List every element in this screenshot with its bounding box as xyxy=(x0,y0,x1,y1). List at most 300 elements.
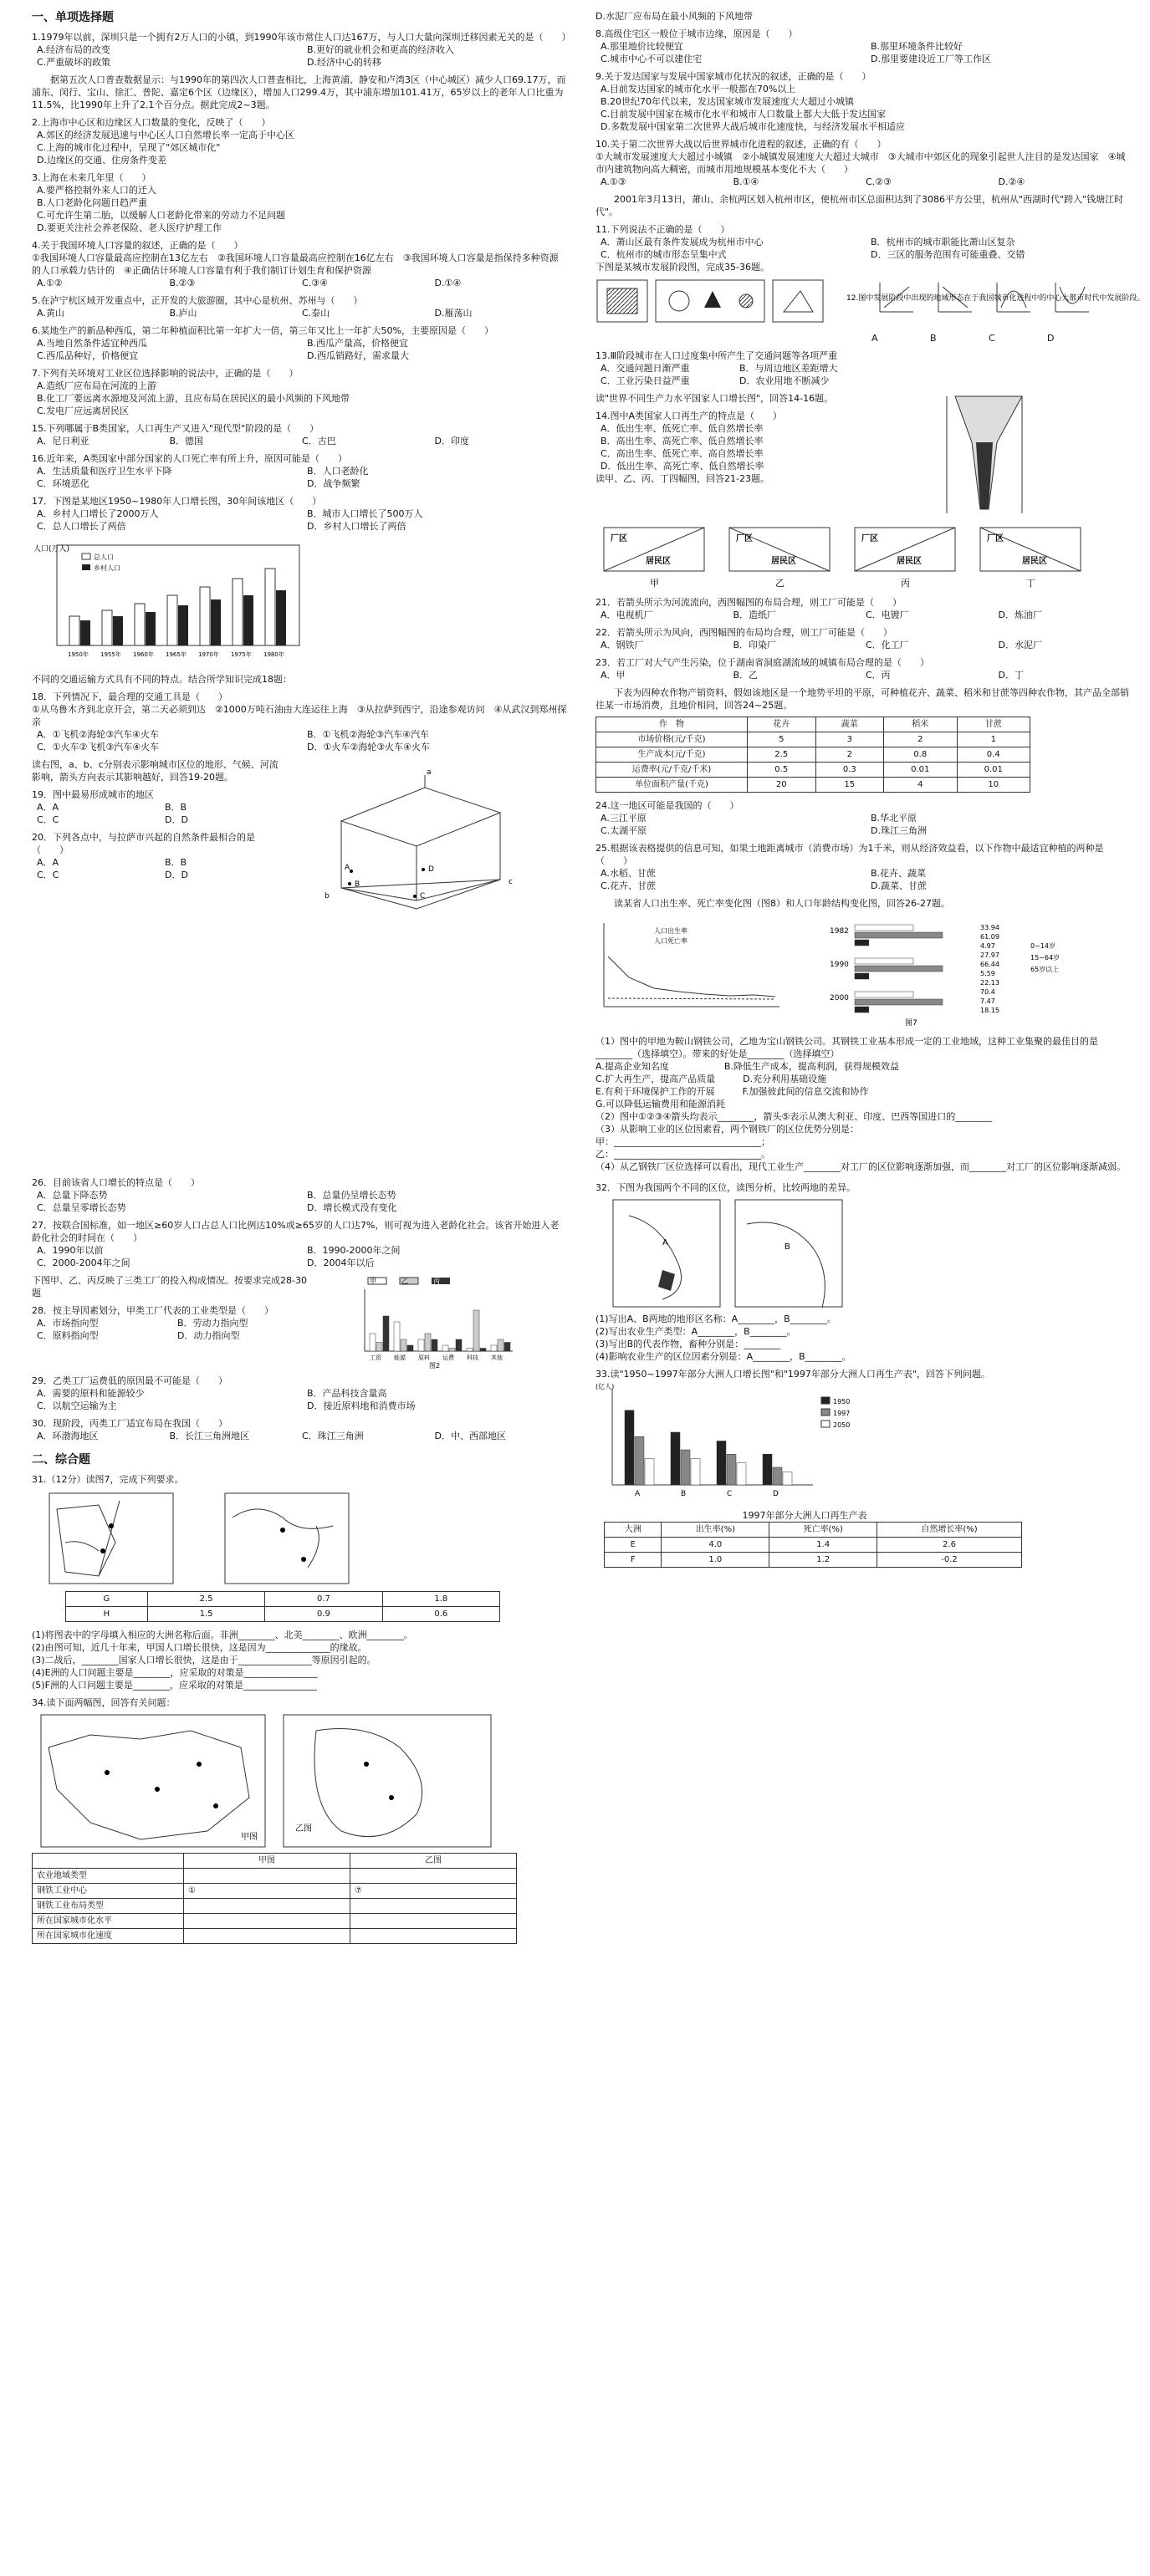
map-jia xyxy=(40,1714,266,1848)
question-9 xyxy=(595,70,1131,133)
option: C.严重破坏的政策 xyxy=(37,57,111,68)
question-text: 25.根据该表格提供的信息可知，如果土地距离城市（消费市场）为1千米，则从经济效益看，以下作物中最适宜种植的两种是（ ） xyxy=(595,843,1104,866)
option: C．丙 xyxy=(866,670,891,681)
map-label: 乙图 xyxy=(295,1824,312,1834)
question-text: 15.下列哪属于B类国家，人口再生产又进入"现代型"阶段的是（ ） xyxy=(32,423,319,434)
resident-label: 居民区 xyxy=(897,557,922,566)
category-label: A xyxy=(635,1490,641,1498)
cell: 5 xyxy=(748,732,816,747)
option: A．低出生率、低死亡率、低自然增长率 xyxy=(601,423,764,434)
option: D．炼油厂 xyxy=(998,610,1042,620)
bar xyxy=(467,1349,473,1352)
answer-line: (4)影响农业生产的区位因素分别是：A________，B________。 xyxy=(595,1351,851,1362)
question-5 xyxy=(32,294,567,319)
option: A．萧山区最有条件发展成为杭州市中心 xyxy=(601,237,764,247)
question-text: 30．现阶段，丙类工厂适宜布局在我国（ ） xyxy=(32,1418,227,1429)
bar xyxy=(625,1410,634,1485)
category-label: 科技 xyxy=(467,1354,478,1361)
x-tick-label: 1950年 xyxy=(68,651,89,658)
cell: 0.01 xyxy=(957,763,1030,778)
question-16 xyxy=(32,452,567,490)
option: D.多数发展中国家第二次世界大战后城市化速度快，与经济发展水平相适应 xyxy=(601,121,905,132)
answer-line: (2)由图可知，近几十年来，甲国人口增长很快，这是因为______________的缘故。 xyxy=(32,1642,367,1653)
cell: 1.0 xyxy=(662,1553,769,1568)
question-sub: ①大城市发展速度大大超过小城镇 ②小城镇发展速度大大超过大城市 ③大城市中郊区化的现象引起世人注目的是发达国家 ④城市内建筑物向高大稠密，而城市用地规模基本变化不大（ ） xyxy=(595,151,1126,175)
option: A.郊区的经济发展迅速与中心区人口自然增长率一定高于中心区 xyxy=(37,130,294,140)
table-title: 1997年部分大洲人口再生产表 xyxy=(742,1510,867,1521)
option: C．古巴 xyxy=(302,436,336,446)
header-cell: 稻米 xyxy=(884,717,957,732)
header-cell: 甲图 xyxy=(184,1854,350,1869)
bars xyxy=(69,569,286,645)
question-2 xyxy=(32,116,567,166)
option: A.要严格控制外来人口的迁入 xyxy=(37,185,156,196)
cell: 4 xyxy=(884,778,957,793)
value-label: 66.44 xyxy=(980,961,999,968)
cell: 运费率(元/千克/千米) xyxy=(596,763,748,778)
city-stage-diagram xyxy=(595,278,1145,329)
option: B．总量仍呈增长态势 xyxy=(307,1190,396,1201)
question-7 xyxy=(32,367,567,417)
bar xyxy=(418,1339,424,1351)
question-text: 31.（12分）读图7，完成下列要求。 xyxy=(32,1474,184,1485)
q31-table xyxy=(65,1591,500,1622)
svg-text:C: C xyxy=(420,892,426,900)
option: A.黄山 xyxy=(37,308,64,319)
option: B．高出生率、高死亡率、低自然增长率 xyxy=(601,436,764,446)
cell: 0.6 xyxy=(382,1607,499,1622)
question-15 xyxy=(32,422,567,447)
legend-label: 人口出生率 xyxy=(654,927,687,935)
option: A.那里地价比较便宜 xyxy=(601,41,683,52)
option: D．印度 xyxy=(434,436,469,446)
baoshan-steel-map xyxy=(224,1492,350,1584)
cell: 20 xyxy=(748,778,816,793)
cell: 2.5 xyxy=(147,1592,264,1607)
option: C.太湖平原 xyxy=(601,825,647,836)
bar xyxy=(491,1345,497,1351)
value-label: 4.97 xyxy=(980,942,995,950)
option: C.西瓜品种好，价格便宜 xyxy=(37,350,139,361)
bar xyxy=(401,1339,406,1351)
x-tick-label: 1980年 xyxy=(263,651,284,658)
value-label: 22.13 xyxy=(980,979,999,987)
fig28-label: 丙 xyxy=(433,1278,440,1285)
question-26 xyxy=(32,1176,567,1214)
option: A．A xyxy=(37,802,59,813)
question-text: 24.这一地区可能是我国的（ ） xyxy=(595,800,739,811)
diagram-label: 乙 xyxy=(775,578,785,589)
question-text: 17．下图是某地区1950~1980年人口增长图，30年间该地区（ ） xyxy=(32,496,322,507)
cell: 钢铁工业中心 xyxy=(33,1884,184,1899)
value-label: 18.15 xyxy=(980,1007,999,1014)
option: B.西瓜产量高，价格便宜 xyxy=(307,338,409,349)
bar xyxy=(383,1316,389,1351)
q19-20-block xyxy=(32,758,567,917)
question-text: 22．若箭头所示为风向，西图幅图的布局均合理，则工厂可能是（ ） xyxy=(595,627,892,638)
option: A．电视机厂 xyxy=(601,610,653,620)
answer-line: （1）图中的甲地为鞍山钢铁公司，乙地为宝山钢铁公司。其钢铁工业基本形成一定的工业地域，这种工业集聚的最佳目的是________（选择填空）。带来的好处是________（选择填空） xyxy=(595,1036,1098,1059)
question-31-continued xyxy=(595,1035,1131,1173)
cell xyxy=(350,1914,517,1929)
resident-label: 居民区 xyxy=(771,557,796,566)
legend-label: 1950 xyxy=(833,1398,851,1405)
option: A．①飞机②海轮③汽车④火车 xyxy=(37,729,159,740)
bar xyxy=(456,1339,462,1351)
x-tick-label: 1975年 xyxy=(231,651,252,658)
option: D.边缘区的交通、住房条件变差 xyxy=(37,155,166,166)
header-cell: 出生率(%) xyxy=(662,1523,769,1538)
year-label: 1990 xyxy=(830,961,849,969)
bar xyxy=(737,1463,746,1485)
age-bar xyxy=(855,973,869,979)
map-label: 甲图 xyxy=(241,1833,258,1842)
option: C．化工厂 xyxy=(866,640,909,650)
cell: 3 xyxy=(815,732,884,747)
question-text: 29．乙类工厂运费低的原因最不可能是（ ） xyxy=(32,1375,227,1386)
option: C．杭州市的城市形态呈集中式 xyxy=(601,249,727,260)
question-text: 33.读"1950~1997年部分大洲人口增长图"和"1997年部分大洲人口再生产表"，回答下列问题。 xyxy=(595,1369,990,1380)
question-10 xyxy=(595,138,1131,188)
bar xyxy=(394,1322,400,1351)
legend-label: 人口死亡率 xyxy=(654,937,687,945)
answer-line: C.扩大再生产，提高产品质量 D.充分利用基础设施 xyxy=(595,1074,827,1084)
question-20 xyxy=(32,831,283,881)
question-sub: ①我国环境人口容量最高应控制在13亿左右 ②我国环境人口容量最高应控制在16亿左右 ③我国环境人口容量是指保持多种资源的人口承载力估计的 ④正确估计环境人口容量有利于我们制订计划生育和保护资源 xyxy=(32,252,559,276)
cell: 单位面积产量(千克) xyxy=(596,778,748,793)
question-13 xyxy=(595,349,1131,387)
value-label: 5.59 xyxy=(980,970,995,977)
x-tick-label: 1955年 xyxy=(100,651,121,658)
factory-label: 厂区 xyxy=(736,534,753,543)
option: D.珠江三角洲 xyxy=(871,825,927,836)
option: B.花卉、蔬菜 xyxy=(871,868,927,879)
question-30 xyxy=(32,1417,567,1442)
bar-total xyxy=(265,569,275,645)
header-cell: 花卉 xyxy=(748,717,816,732)
factory-resident-diagrams xyxy=(595,526,1114,593)
legend-swatch xyxy=(821,1409,830,1416)
section-title: 一、单项选择题 xyxy=(32,11,114,24)
question-text: 21．若箭头所示为河流流向，西图幅图的布局合理，则工厂可能是（ ） xyxy=(595,597,902,608)
cell xyxy=(350,1929,517,1944)
answer-line: (1)写出A、B两地的地形区名称：A________，B________。 xyxy=(595,1314,836,1324)
cell xyxy=(184,1929,350,1944)
factory-label: 厂区 xyxy=(987,534,1004,543)
option: A．A xyxy=(37,857,59,868)
option: A．需要的原料和能源较少 xyxy=(37,1388,145,1399)
value-label: 27.97 xyxy=(980,951,999,959)
option: C.②③ xyxy=(866,176,892,187)
option: D.②④ xyxy=(998,176,1025,187)
option: D.要更关注社会养老保险、老人医疗护理工作 xyxy=(37,222,222,233)
question-text: 18．下列情况下，最合理的交通工具是（ ） xyxy=(32,691,227,702)
question-text: 34.读下面两幅图，回答有关问题： xyxy=(32,1697,176,1708)
answer-line: (1)将图表中的字母填入相应的大洲名称后面。非洲________、北美________、欧洲________。 xyxy=(32,1630,413,1640)
option: B.①④ xyxy=(733,176,759,187)
answer-line: (4)E洲的人口问题主要是________，应采取的对策是________________ xyxy=(32,1667,318,1678)
legend-swatch xyxy=(821,1421,830,1427)
header-cell: 蔬菜 xyxy=(815,717,884,732)
question-34 xyxy=(32,1696,567,1944)
option: C.花卉、甘蔗 xyxy=(601,880,657,891)
birth-rate-line xyxy=(608,956,775,997)
option: A.①③ xyxy=(601,176,626,187)
bar xyxy=(671,1432,680,1485)
passage: 读"世界不同生产力水平国家人口增长图"，回答14-16题。 xyxy=(595,393,834,404)
category-label: C xyxy=(727,1490,733,1498)
question-text: 4.关于我国环境人口容量的叙述，正确的是（ ） xyxy=(32,240,243,251)
question-sub: ①从乌鲁木齐到北京开会，第二天必须到达 ②1000万吨石油由大连运往上海 ③从拉萨到西宁，沿途参观访问 ④从武汉到郑州探亲 xyxy=(32,704,567,727)
bar-rural xyxy=(243,595,253,645)
question-27 xyxy=(32,1219,567,1269)
value-label: 7.47 xyxy=(980,997,995,1005)
age-bar xyxy=(855,958,913,964)
diagram-label: 丙 xyxy=(901,578,910,589)
q14-block xyxy=(595,392,1131,526)
passage: 据第五次人口普查数据显示：与1990年的第四次人口普查相比，上海黄浦、静安和卢湾3区（中心城区）减少人口69.17万，而浦东、闵行、宝山、徐汇、普陀、嘉定6个区（边缘区），增加人口299.4万，其中浦东增加101.41万，65岁以上的老年人口比重为11.5%，比1990年上升了2.1个百分点。据此完成2~3题。 xyxy=(32,74,566,110)
svg-text:D: D xyxy=(428,865,434,874)
header-cell: 作 物 xyxy=(596,717,748,732)
answer-line: E.有利于环境保护工作的开展 F.加强彼此间的信息交流和协作 xyxy=(595,1086,869,1097)
option: D.①④ xyxy=(434,278,462,288)
age-bar xyxy=(855,925,913,931)
cell xyxy=(350,1869,517,1884)
option: D．D xyxy=(165,870,188,880)
question-8 xyxy=(595,28,1131,65)
option: A.经济布局的改变 xyxy=(37,44,110,55)
bar xyxy=(473,1310,479,1351)
bar xyxy=(783,1472,792,1485)
category-label: 工资 xyxy=(370,1354,381,1361)
question-24 xyxy=(595,799,1131,837)
cell: 2 xyxy=(815,747,884,763)
age-legend-label: 15~64岁 xyxy=(1030,954,1061,962)
option: B．印染厂 xyxy=(733,640,777,650)
option: B.20世纪70年代以来，发达国家城市发展速度大大超过小城镇 xyxy=(601,96,855,107)
city-location-cube-diagram xyxy=(308,763,517,905)
section-title: 二、综合题 xyxy=(32,1453,90,1467)
q28-block xyxy=(32,1274,567,1375)
age-bar xyxy=(855,966,943,972)
cell: 0.9 xyxy=(265,1607,382,1622)
bar xyxy=(773,1467,782,1485)
cell: 1.5 xyxy=(147,1607,264,1622)
age-bar xyxy=(855,992,913,997)
answer-line: （4）从乙钢铁厂区位选择可以看出，现代工业生产________对工厂的区位影响逐渐加强，而________对工厂的区位影响逐渐减弱。 xyxy=(595,1161,1126,1172)
right-column xyxy=(595,0,1145,1573)
x-tick-label: 1960年 xyxy=(133,651,154,658)
option: B．1990-2000年之间 xyxy=(307,1245,401,1256)
option: C．环境恶化 xyxy=(37,478,89,489)
option: B．①飞机②海轮③汽车④汽车 xyxy=(307,729,429,740)
bar xyxy=(717,1441,726,1486)
stage-q12-label: 12.图中发展阶段中出现的地域形态在于我国城市化进程中的中心大都市时代中发展阶段。 xyxy=(846,294,1145,303)
question-text: 10.关于第二次世界大战以后世界城市化进程的叙述，正确的有（ ） xyxy=(595,139,887,150)
bar xyxy=(432,1339,437,1351)
option: D．接近原料地和消费市场 xyxy=(307,1400,416,1411)
cell: 15 xyxy=(815,778,884,793)
cell: F xyxy=(605,1553,662,1568)
bar-rural xyxy=(276,590,286,645)
question-text: 26．目前该省人口增长的特点是（ ） xyxy=(32,1177,200,1188)
option: C．原料指向型 xyxy=(37,1330,99,1341)
passage: 下表为四种农作物产销资料，假如该地区是一个地势平坦的平原，可种植花卉、蔬菜、稻米和甘蔗等四种农作物，其产品全部销往某一市场消费，且地价相同，回答24~25题。 xyxy=(595,687,1129,711)
question-text: 32．下图为我国两个不同的区位，读图分析，比较两地的差异。 xyxy=(595,1182,856,1193)
option: D．①火车②海轮③火车④火车 xyxy=(307,742,430,752)
option: D．农业用地不断减少 xyxy=(739,375,830,386)
bar xyxy=(425,1334,431,1351)
question-12-options xyxy=(595,332,1131,344)
cell: H xyxy=(66,1607,148,1622)
option: B.华北平原 xyxy=(871,813,917,824)
option: D．D xyxy=(165,814,188,825)
answer-line: （2）图中①②③④箭头均表示________，箭头⑤表示从澳大利亚、印度、巴西等国进口的________ xyxy=(595,1111,993,1122)
question-text: 下图是某城市发展阶段图，完成35-36题。 xyxy=(595,262,769,273)
question-33 xyxy=(595,1368,1131,1568)
svg-text:a: a xyxy=(427,768,432,777)
question-1 xyxy=(32,31,571,69)
question-text: 20．下列各点中，与拉萨市兴起的自然条件最相合的是（ ） xyxy=(32,832,255,855)
answer-line: 乙：________________________________。 xyxy=(595,1149,770,1160)
option: B xyxy=(930,333,937,344)
bar xyxy=(727,1454,736,1485)
option: B．与周边地区差距增大 xyxy=(739,363,838,374)
option: D．增长模式没有变化 xyxy=(307,1202,397,1213)
option: C.可允许生第二胎，以缓解人口老龄化带来的劳动力不足问题 xyxy=(37,210,286,221)
option: B．杭州市的城市职能比萧山区复杂 xyxy=(871,237,1015,247)
question-6 xyxy=(32,324,567,362)
map-b xyxy=(734,1199,843,1308)
answer-line: (2)写出农业生产类型：A________，B________。 xyxy=(595,1326,796,1337)
cell: 10 xyxy=(957,778,1030,793)
cell: 生产成本(元/千克) xyxy=(596,747,748,763)
question-text: 1.1979年以前，深圳只是一个拥有2万人口的小镇，到1990年该市常住人口达167万，与人口大量向深圳迁移因素无关的是（ ） xyxy=(32,32,571,43)
option: D．乡村人口增长了两倍 xyxy=(307,521,406,532)
option: A．钢铁厂 xyxy=(601,640,644,650)
age-legend-label: 65岁以上 xyxy=(1030,966,1060,973)
left-column xyxy=(32,0,571,1949)
svg-text:A: A xyxy=(345,864,350,872)
passage: 下图甲、乙、丙反映了三类工厂的投入构成情况。按要求完成28-30题 xyxy=(32,1275,307,1298)
year-label: 2000 xyxy=(830,994,849,1002)
bar-total xyxy=(135,604,145,645)
legend-swatch xyxy=(821,1397,830,1404)
cell: E xyxy=(605,1538,662,1553)
option: D xyxy=(1047,333,1055,344)
category-label: 原料 xyxy=(418,1354,430,1361)
question-18 xyxy=(32,691,567,753)
option: D．2004年以后 xyxy=(307,1257,375,1268)
option: A．交通问题日渐严重 xyxy=(601,363,690,374)
option: A．1990年以前 xyxy=(37,1245,104,1256)
cell: 1.4 xyxy=(769,1538,877,1553)
cell: 0.7 xyxy=(265,1592,382,1607)
option: A.造纸厂应布局在河流的上游 xyxy=(37,380,156,391)
option: D．丁 xyxy=(998,670,1024,681)
question-7-option-d: D.水泥厂应布局在最小风频的下风地带 xyxy=(595,11,753,22)
population-growth-funnel xyxy=(938,392,1039,518)
bar-total xyxy=(233,579,243,645)
age-bar xyxy=(855,1007,869,1013)
option: B．人口老龄化 xyxy=(307,466,369,477)
question-text: 13.Ⅲ阶段城市在人口过度集中所产生了交通问题等各项严重 xyxy=(595,350,838,361)
question-text: 16.近年来，A类国家中部分国家的人口死亡率有所上升，原因可能是（ ） xyxy=(32,453,348,464)
option: A．环渤海地区 xyxy=(37,1431,99,1441)
continent-table xyxy=(604,1522,1022,1568)
bar-total xyxy=(167,595,177,645)
diagram-label: 丁 xyxy=(1026,578,1035,589)
option: C.发电厂应远离居民区 xyxy=(37,406,130,416)
bar xyxy=(480,1349,486,1352)
option: D．动力指向型 xyxy=(177,1330,240,1341)
question-text: 2.上海市中心区和边缘区人口数量的变化，反映了（ ） xyxy=(32,117,271,128)
option: A.目前发达国家的城市化水平一般都在70%以上 xyxy=(601,84,796,94)
x-tick-label: 1970年 xyxy=(198,651,219,658)
answer-line: (5)F洲的人口问题主要是________，应采取的对策是________________ xyxy=(32,1680,317,1691)
option: B.人口老龄化问题日趋严重 xyxy=(37,197,148,208)
option: D.西瓜销路好，需求量大 xyxy=(307,350,409,361)
chart-ylabel: 人口(万人) xyxy=(33,545,70,553)
cell xyxy=(184,1899,350,1914)
cell: 钢铁工业布局类型 xyxy=(33,1899,184,1914)
option: B．B xyxy=(165,857,187,868)
option: D．低出生率、高死亡率、低自然增长率 xyxy=(601,461,764,472)
passage: 读右图，a、b、c分别表示影响城市区位的地形、气候、河流影响，箭头方向表示其影响越好，回答19-20题。 xyxy=(32,759,279,783)
death-rate-line xyxy=(608,998,775,999)
option: C.目前发展中国家在城市化水平和城市人口数量上都大大低于发达国家 xyxy=(601,109,887,120)
option: A．市场指向型 xyxy=(37,1318,99,1329)
header-cell: 大洲 xyxy=(605,1523,662,1538)
svg-text:c: c xyxy=(509,878,513,886)
fig28-label: 乙 xyxy=(401,1278,408,1285)
answer-line: (3)二战后，________国家人口增长很快，这是由于________________等原因引起的。 xyxy=(32,1655,376,1665)
option: B．产品科技含量高 xyxy=(307,1388,387,1399)
question-text: 19．图中最易形成城市的地区 xyxy=(32,789,154,800)
passage: 2001年3月13日，萧山、余杭两区划入杭州市区，使杭州市区总面积达到了3086平方公里，杭州从"西湖时代"跨入"钱塘江时代"。 xyxy=(595,194,1124,217)
option: C xyxy=(989,333,995,344)
question-31 xyxy=(32,1473,567,1691)
cell: ⑦ xyxy=(350,1884,517,1899)
option: C．珠江三角洲 xyxy=(302,1431,364,1441)
svg-text:A: A xyxy=(662,1238,668,1247)
factory-label: 厂区 xyxy=(611,534,627,543)
svg-text:B: B xyxy=(355,880,360,889)
cell: G xyxy=(66,1592,148,1607)
answer-line: A.提高企业知名度 B.降低生产成本，提高利润，获得规模效益 xyxy=(595,1061,899,1072)
svg-text:B: B xyxy=(785,1242,790,1252)
cell: 农业地域类型 xyxy=(33,1869,184,1884)
option: A．生活质量和医疗卫生水平下降 xyxy=(37,466,172,477)
bar xyxy=(370,1334,376,1351)
question-text: 6.某地生产的新品种西瓜，第二年种植面积比第一年扩大一倍，第三年又比上一年扩大50%，主要原因是（ ） xyxy=(32,325,493,336)
cell: 1.8 xyxy=(382,1592,499,1607)
cell: 0.5 xyxy=(748,763,816,778)
anshan-steel-map xyxy=(49,1492,174,1584)
legend-label: 2050 xyxy=(833,1421,851,1429)
option: C．电镀厂 xyxy=(866,610,909,620)
option: D．战争频繁 xyxy=(307,478,360,489)
question-22 xyxy=(595,626,1131,651)
bar xyxy=(498,1339,503,1351)
bar-rural xyxy=(146,612,156,645)
cell: 1 xyxy=(957,732,1030,747)
option: C．以航空运输为主 xyxy=(37,1400,117,1411)
category-label: 能源 xyxy=(394,1354,406,1361)
question-text: 5.在泸宁杭区域开发重点中，正开发的大旅游圈，其中心是杭州、苏州与（ ） xyxy=(32,295,363,306)
value-label: 70.4 xyxy=(980,988,995,996)
option: B．长江三角洲地区 xyxy=(169,1431,250,1441)
